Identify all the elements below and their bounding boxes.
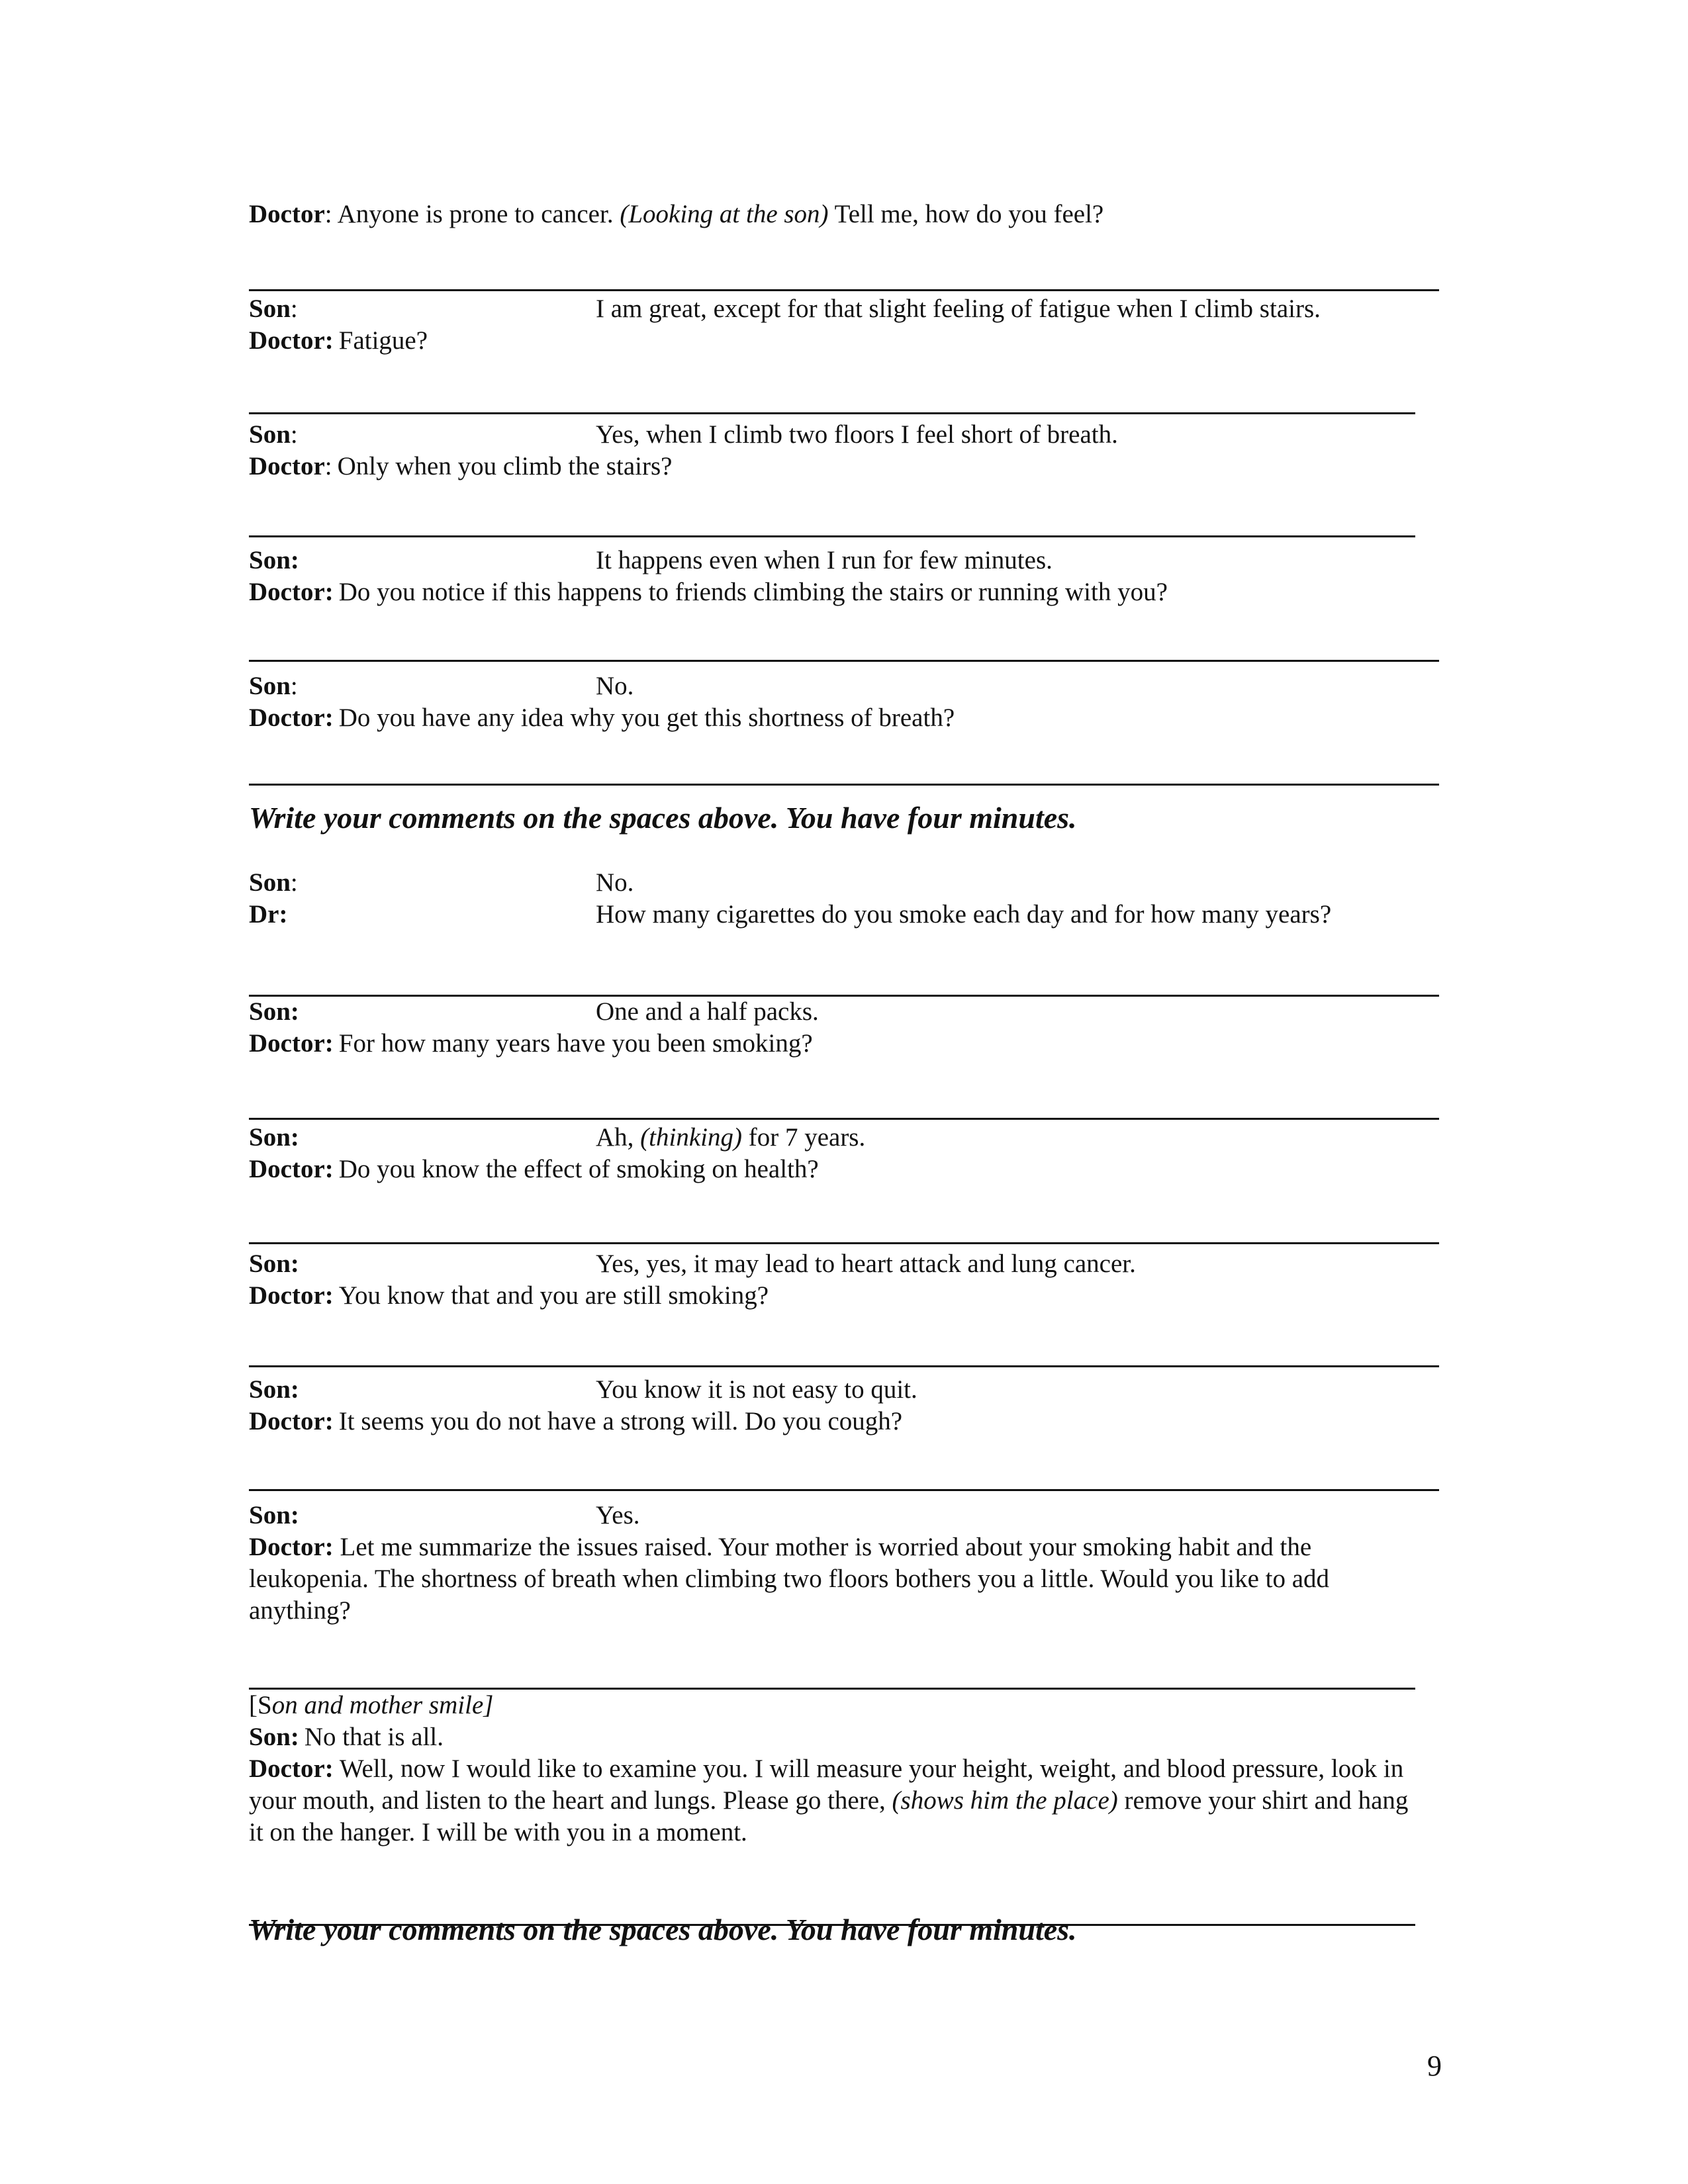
comment-line[interactable] (249, 412, 1415, 414)
dialogue-text (338, 200, 1104, 228)
speaker-label: Dr: (249, 900, 288, 929)
dialogue-line-doctor (249, 1531, 1414, 1627)
dialogue-text (249, 1754, 1408, 1846)
speaker-label: Doctor: (249, 704, 334, 732)
dialogue-line-doctor (249, 451, 672, 482)
dialogue-text: It happens even when I run for few minutes. (596, 546, 1053, 574)
bracket-text: [S (249, 1691, 272, 1719)
stage-direction: (thinking) (640, 1123, 742, 1152)
speaker-label: Doctor: (249, 578, 334, 606)
colon: : (290, 868, 298, 897)
speaker-label: Son (249, 420, 291, 449)
colon: : (290, 420, 298, 449)
comment-line[interactable] (249, 1489, 1439, 1491)
dialogue-line-son (249, 670, 634, 702)
comment-line[interactable] (249, 784, 1439, 786)
stage-direction-line (249, 1690, 493, 1721)
colon: : (324, 452, 332, 480)
dialogue-line-son (249, 867, 634, 899)
dialogue-text: Do you have any idea why you get this shortness of breath? (338, 704, 955, 732)
dialogue-line-son (249, 293, 1321, 325)
comment-line[interactable] (249, 1118, 1439, 1120)
speaker-label: Son: (249, 1250, 299, 1278)
dialogue-line-doctor (249, 899, 1332, 931)
speaker-label: Doctor (249, 452, 325, 480)
instruction-text: Write your comments on the spaces above. You have four minutes. (249, 1913, 1077, 1946)
dialogue-text: One and a half packs. (596, 997, 819, 1026)
dialogue-line-doctor (249, 1753, 1414, 1848)
speaker-label: Doctor: (249, 1407, 334, 1435)
speaker-label: Son: (249, 1123, 299, 1152)
stage-direction: (Looking at the son) (620, 200, 829, 228)
dialogue-text: Only when you climb the stairs? (337, 452, 673, 480)
dialogue-line-son (249, 996, 819, 1028)
dialogue-line-doctor (249, 1406, 902, 1437)
dialogue-text: It seems you do not have a strong will. Do you cough? (338, 1407, 903, 1435)
dialogue-text: You know that and you are still smoking? (338, 1281, 769, 1310)
dialogue-line-son (249, 419, 1118, 451)
dialogue-text: I am great, except for that slight feeling of fatigue when I climb stairs. (596, 295, 1321, 323)
stage-direction: on and mother smile] (271, 1691, 494, 1719)
speaker-label: Son: (249, 1375, 299, 1404)
dialogue-text: How many cigarettes do you smoke each day and for how many years? (596, 900, 1332, 929)
speaker-label: Son: (249, 546, 299, 574)
dialogue-line-son (249, 1374, 917, 1406)
dialogue-line-doctor (249, 325, 428, 357)
dialogue-text: Fatigue? (338, 326, 428, 355)
text-part: Anyone is prone to cancer. (337, 200, 620, 228)
dialogue-line-doctor (249, 576, 1168, 608)
text-part: for 7 years. (741, 1123, 866, 1152)
comment-line[interactable] (249, 660, 1439, 662)
speaker-label: Doctor: (249, 326, 334, 355)
speaker-label: Doctor: (249, 1754, 334, 1783)
speaker-label: Doctor: (249, 1533, 334, 1561)
comment-line[interactable] (249, 995, 1439, 997)
speaker-label: Son (249, 672, 291, 700)
dialogue-text: Do you notice if this happens to friends climbing the stairs or running with you? (338, 578, 1168, 606)
text-part: Ah, (596, 1123, 641, 1152)
speaker-label: Son: (249, 1501, 299, 1529)
dialogue-line-son (249, 1248, 1136, 1280)
speaker-label: Doctor (249, 200, 325, 228)
speaker-label: Son (249, 295, 291, 323)
colon: : (290, 295, 298, 323)
comment-line[interactable] (249, 1365, 1439, 1367)
dialogue-text: Let me summarize the issues raised. Your mother is worried about your smoking habit and the leukopenia. The shortness of breath when climbing two floors bothers you a little. Would you like to add anything? (249, 1533, 1330, 1625)
comment-line[interactable] (249, 1242, 1439, 1244)
dialogue-text: No that is all. (304, 1723, 444, 1751)
dialogue-line-son (249, 545, 1053, 576)
speaker-label: Doctor: (249, 1029, 334, 1058)
speaker-label: Doctor: (249, 1281, 334, 1310)
dialogue-line-son (249, 1122, 866, 1154)
speaker-label: Son: (249, 1723, 299, 1751)
colon: : (324, 200, 332, 228)
dialogue-line-doctor (249, 199, 1103, 230)
dialogue-text: You know it is not easy to quit. (596, 1375, 917, 1404)
colon: : (290, 672, 298, 700)
page-number: 9 (1427, 2050, 1442, 2082)
comment-line[interactable] (249, 535, 1415, 537)
dialogue-line-doctor (249, 1280, 769, 1312)
dialogue-line-son (249, 1500, 640, 1531)
dialogue-text: Yes. (596, 1501, 640, 1529)
dialogue-line-son (249, 1721, 444, 1753)
dialogue-text: No. (596, 672, 634, 700)
speaker-label: Doctor: (249, 1155, 334, 1183)
dialogue-text: Yes, when I climb two floors I feel short of breath. (596, 420, 1118, 449)
dialogue-text: For how many years have you been smoking? (338, 1029, 813, 1058)
dialogue-line-doctor (249, 1154, 819, 1185)
speaker-label: Son (249, 868, 291, 897)
dialogue-line-doctor (249, 702, 955, 734)
comment-line[interactable] (249, 289, 1439, 291)
dialogue-text: Yes, yes, it may lead to heart attack and lung cancer. (596, 1250, 1136, 1278)
text-part: Tell me, how do you feel? (828, 200, 1104, 228)
dialogue-line-doctor (249, 1028, 813, 1060)
text-part: remove your shirt and hang it on the hanger. I will be with you in a moment. (249, 1786, 1409, 1846)
dialogue-text (596, 1122, 865, 1154)
dialogue-text: Do you know the effect of smoking on health? (338, 1155, 819, 1183)
text-part: Well, now I would like to examine you. I will measure your height, weight, and blood pressure, look in your mouth, and listen to the heart and lungs. Please go there, (249, 1754, 1404, 1815)
dialogue-text: No. (596, 868, 634, 897)
instruction-text: Write your comments on the spaces above. You have four minutes. (249, 801, 1077, 835)
stage-direction: (shows him the place) (892, 1786, 1118, 1815)
speaker-label: Son: (249, 997, 299, 1026)
